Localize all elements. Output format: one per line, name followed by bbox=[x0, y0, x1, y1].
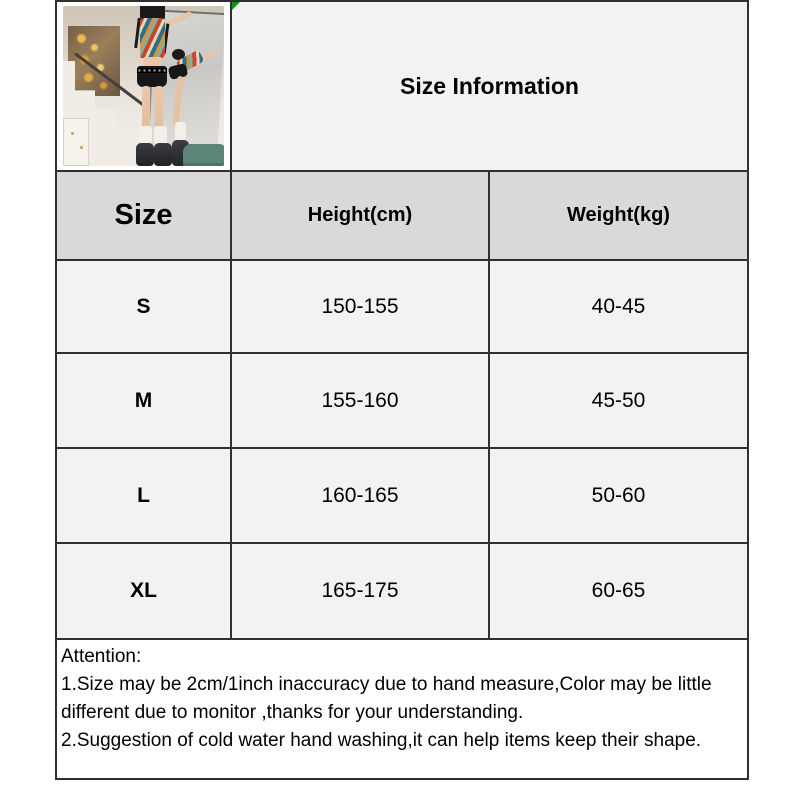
reflection-sock bbox=[175, 122, 186, 142]
size-chart-sheet bbox=[55, 0, 747, 780]
table-row bbox=[56, 448, 748, 543]
size-label: XL bbox=[56, 543, 231, 639]
model-crop-top bbox=[140, 18, 165, 58]
attention-note-1: 1.Size may be 2cm/1inch inaccuracy due to hand measure,Color may be little different due to monitor ,thanks for your understanding. bbox=[61, 674, 712, 723]
size-label: S bbox=[56, 260, 231, 353]
attention-row bbox=[56, 639, 748, 779]
column-header-size: Size bbox=[56, 171, 231, 260]
model-boot-right bbox=[154, 143, 172, 166]
size-label: L bbox=[56, 448, 231, 543]
height-value: 155-160 bbox=[231, 353, 489, 448]
size-table bbox=[55, 0, 749, 780]
page-title: Size Information bbox=[400, 72, 579, 99]
chandelier-lights bbox=[77, 34, 86, 43]
attention-cell bbox=[56, 639, 748, 779]
model-belt bbox=[137, 68, 167, 73]
height-value: 165-175 bbox=[231, 543, 489, 639]
teal-cushion bbox=[183, 144, 224, 166]
chandelier-icon bbox=[68, 26, 120, 96]
attention-note-2: 2.Suggestion of cold water hand washing,it can help items keep their shape. bbox=[61, 730, 702, 751]
size-label: M bbox=[56, 353, 231, 448]
product-photo-cell bbox=[56, 1, 231, 171]
weight-value: 60-65 bbox=[489, 543, 748, 639]
top-row bbox=[56, 1, 748, 171]
side-cabinet bbox=[63, 118, 89, 166]
attention-heading: Attention: bbox=[61, 646, 142, 667]
page-title-cell bbox=[231, 1, 748, 171]
weight-value: 45-50 bbox=[489, 353, 748, 448]
column-header-weight: Weight(kg) bbox=[489, 171, 748, 260]
column-header-height: Height(cm) bbox=[231, 171, 489, 260]
height-value: 150-155 bbox=[231, 260, 489, 353]
table-header-row bbox=[56, 171, 748, 260]
table-row bbox=[56, 543, 748, 639]
table-row bbox=[56, 353, 748, 448]
cabinet-knobs bbox=[71, 132, 74, 135]
product-photo bbox=[63, 6, 224, 166]
weight-value: 40-45 bbox=[489, 260, 748, 353]
weight-value: 50-60 bbox=[489, 448, 748, 543]
model-boot-left bbox=[136, 143, 154, 166]
table-row bbox=[56, 260, 748, 353]
height-value: 160-165 bbox=[231, 448, 489, 543]
green-corner-marker-icon bbox=[232, 2, 240, 10]
